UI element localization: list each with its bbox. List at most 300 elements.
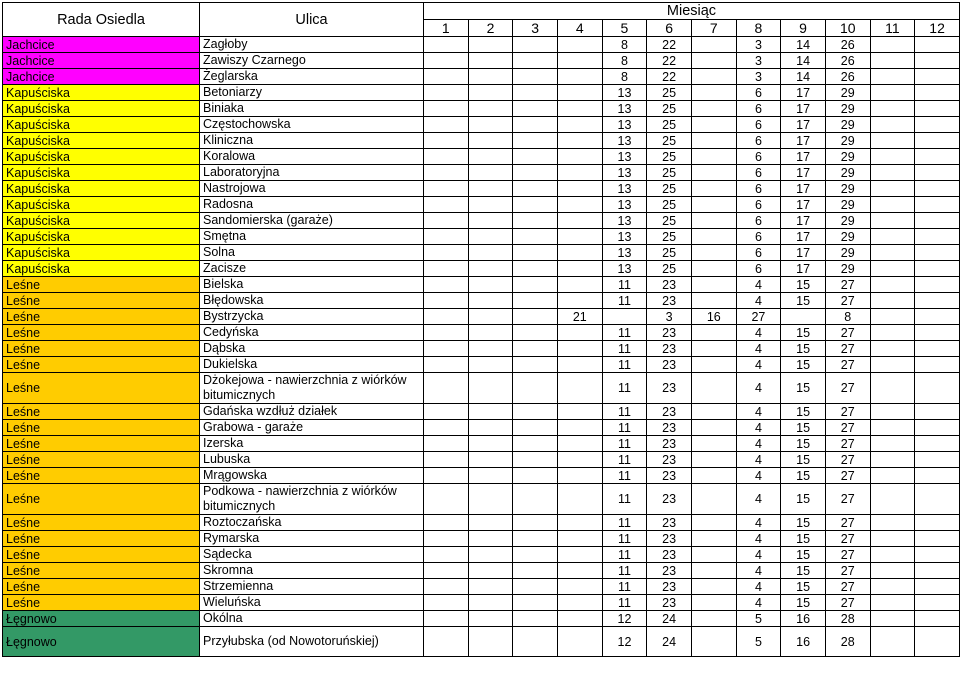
month-10-cell: 29 — [825, 229, 870, 245]
month-3-cell — [513, 69, 558, 85]
month-12-cell — [915, 229, 960, 245]
month-7-cell — [691, 627, 736, 657]
month-11-cell — [870, 85, 915, 101]
rada-cell: Kapuściska — [3, 165, 200, 181]
month-11-cell — [870, 133, 915, 149]
month-7-cell — [691, 484, 736, 515]
month-2-cell — [468, 611, 513, 627]
month-5-cell: 13 — [602, 245, 647, 261]
month-1-cell — [424, 53, 469, 69]
month-8-cell: 4 — [736, 484, 781, 515]
month-6-cell: 25 — [647, 181, 692, 197]
month-10-cell: 26 — [825, 37, 870, 53]
month-3-cell — [513, 53, 558, 69]
month-12-cell — [915, 181, 960, 197]
rada-cell: Kapuściska — [3, 229, 200, 245]
month-7-cell — [691, 37, 736, 53]
month-6-cell: 23 — [647, 341, 692, 357]
ulica-cell: Skromna — [200, 563, 424, 579]
month-12-cell — [915, 373, 960, 404]
table-row — [3, 277, 960, 293]
month-11-cell — [870, 325, 915, 341]
month-7-cell — [691, 547, 736, 563]
month-9-cell: 17 — [781, 101, 826, 117]
month-12-cell — [915, 101, 960, 117]
rada-cell: Leśne — [3, 547, 200, 563]
month-8-cell: 6 — [736, 213, 781, 229]
header-miesiac: Miesiąc — [424, 3, 960, 20]
month-1-cell — [424, 373, 469, 404]
month-11-cell — [870, 357, 915, 373]
month-1-cell — [424, 515, 469, 531]
month-11-cell — [870, 420, 915, 436]
rada-cell: Jachcice — [3, 37, 200, 53]
month-3-cell — [513, 563, 558, 579]
month-8-cell: 6 — [736, 229, 781, 245]
rada-cell: Leśne — [3, 420, 200, 436]
month-9-cell: 17 — [781, 165, 826, 181]
month-9-cell: 15 — [781, 579, 826, 595]
month-3-cell — [513, 117, 558, 133]
month-2-cell — [468, 357, 513, 373]
month-11-cell — [870, 611, 915, 627]
month-9-cell: 17 — [781, 117, 826, 133]
header-month-10: 10 — [825, 20, 870, 37]
month-1-cell — [424, 293, 469, 309]
month-7-cell — [691, 101, 736, 117]
month-9-cell: 15 — [781, 595, 826, 611]
month-5-cell — [602, 309, 647, 325]
month-12-cell — [915, 213, 960, 229]
rada-cell: Leśne — [3, 595, 200, 611]
month-6-cell: 25 — [647, 197, 692, 213]
month-7-cell — [691, 149, 736, 165]
month-4-cell — [557, 85, 602, 101]
header-month-9: 9 — [781, 20, 826, 37]
month-1-cell — [424, 627, 469, 657]
month-8-cell: 6 — [736, 101, 781, 117]
rada-cell: Leśne — [3, 277, 200, 293]
month-10-cell: 29 — [825, 165, 870, 181]
rada-cell: Leśne — [3, 579, 200, 595]
month-11-cell — [870, 404, 915, 420]
month-2-cell — [468, 133, 513, 149]
month-2-cell — [468, 37, 513, 53]
ulica-cell: Koralowa — [200, 149, 424, 165]
header-month-1: 1 — [424, 20, 469, 37]
month-8-cell: 4 — [736, 293, 781, 309]
month-7-cell — [691, 261, 736, 277]
month-10-cell: 27 — [825, 531, 870, 547]
month-11-cell — [870, 341, 915, 357]
month-7-cell — [691, 293, 736, 309]
month-9-cell: 15 — [781, 357, 826, 373]
month-6-cell: 25 — [647, 101, 692, 117]
table-row — [3, 69, 960, 85]
month-7-cell — [691, 229, 736, 245]
month-1-cell — [424, 452, 469, 468]
month-1-cell — [424, 341, 469, 357]
rada-cell: Leśne — [3, 484, 200, 515]
month-8-cell: 6 — [736, 85, 781, 101]
ulica-cell: Dąbska — [200, 341, 424, 357]
month-3-cell — [513, 595, 558, 611]
month-5-cell: 11 — [602, 373, 647, 404]
month-7-cell — [691, 436, 736, 452]
month-10-cell: 26 — [825, 69, 870, 85]
month-8-cell: 5 — [736, 611, 781, 627]
month-10-cell: 29 — [825, 85, 870, 101]
month-5-cell: 11 — [602, 341, 647, 357]
month-8-cell: 4 — [736, 325, 781, 341]
month-12-cell — [915, 261, 960, 277]
month-4-cell — [557, 484, 602, 515]
month-12-cell — [915, 579, 960, 595]
month-2-cell — [468, 563, 513, 579]
ulica-cell: Błędowska — [200, 293, 424, 309]
ulica-cell: Laboratoryjna — [200, 165, 424, 181]
month-2-cell — [468, 484, 513, 515]
month-11-cell — [870, 627, 915, 657]
ulica-cell: Przyłubska (od Nowotoruńskiej) — [200, 627, 424, 657]
ulica-cell: Mrągowska — [200, 468, 424, 484]
month-5-cell: 8 — [602, 69, 647, 85]
month-11-cell — [870, 101, 915, 117]
month-6-cell: 25 — [647, 149, 692, 165]
header-month-11: 11 — [870, 20, 915, 37]
month-12-cell — [915, 547, 960, 563]
ulica-cell: Podkowa - nawierzchnia z wiórków bitumicznych — [200, 484, 424, 515]
month-8-cell: 3 — [736, 69, 781, 85]
month-11-cell — [870, 165, 915, 181]
table-row — [3, 547, 960, 563]
month-11-cell — [870, 436, 915, 452]
month-10-cell: 27 — [825, 595, 870, 611]
table-row — [3, 436, 960, 452]
month-3-cell — [513, 277, 558, 293]
month-2-cell — [468, 595, 513, 611]
month-11-cell — [870, 595, 915, 611]
table-row — [3, 468, 960, 484]
month-12-cell — [915, 563, 960, 579]
month-6-cell: 23 — [647, 452, 692, 468]
month-10-cell: 29 — [825, 261, 870, 277]
rada-cell: Leśne — [3, 325, 200, 341]
month-11-cell — [870, 373, 915, 404]
month-7-cell — [691, 117, 736, 133]
month-12-cell — [915, 357, 960, 373]
month-7-cell — [691, 69, 736, 85]
month-9-cell: 17 — [781, 213, 826, 229]
month-4-cell — [557, 627, 602, 657]
month-10-cell: 8 — [825, 309, 870, 325]
month-1-cell — [424, 531, 469, 547]
month-11-cell — [870, 149, 915, 165]
month-2-cell — [468, 149, 513, 165]
schedule-table — [2, 2, 960, 657]
month-9-cell: 17 — [781, 85, 826, 101]
table-row — [3, 452, 960, 468]
ulica-cell: Żeglarska — [200, 69, 424, 85]
month-2-cell — [468, 452, 513, 468]
month-8-cell: 4 — [736, 563, 781, 579]
month-8-cell: 4 — [736, 579, 781, 595]
month-2-cell — [468, 325, 513, 341]
month-9-cell: 15 — [781, 547, 826, 563]
month-8-cell: 4 — [736, 468, 781, 484]
month-9-cell: 15 — [781, 373, 826, 404]
month-7-cell — [691, 373, 736, 404]
month-8-cell: 4 — [736, 547, 781, 563]
month-5-cell: 11 — [602, 563, 647, 579]
month-6-cell: 23 — [647, 277, 692, 293]
month-7-cell — [691, 181, 736, 197]
month-7-cell — [691, 404, 736, 420]
month-11-cell — [870, 181, 915, 197]
month-9-cell: 16 — [781, 627, 826, 657]
month-11-cell — [870, 309, 915, 325]
month-4-cell — [557, 277, 602, 293]
month-12-cell — [915, 341, 960, 357]
table-row — [3, 293, 960, 309]
rada-cell: Kapuściska — [3, 261, 200, 277]
month-12-cell — [915, 436, 960, 452]
month-7-cell — [691, 213, 736, 229]
month-1-cell — [424, 325, 469, 341]
month-12-cell — [915, 293, 960, 309]
month-3-cell — [513, 436, 558, 452]
month-2-cell — [468, 293, 513, 309]
month-4-cell — [557, 595, 602, 611]
rada-cell: Łęgnowo — [3, 611, 200, 627]
month-2-cell — [468, 277, 513, 293]
table-row — [3, 309, 960, 325]
month-8-cell: 6 — [736, 261, 781, 277]
month-5-cell: 13 — [602, 229, 647, 245]
month-7-cell — [691, 85, 736, 101]
month-3-cell — [513, 85, 558, 101]
month-4-cell — [557, 579, 602, 595]
month-10-cell: 29 — [825, 181, 870, 197]
ulica-cell: Betoniarzy — [200, 85, 424, 101]
month-10-cell: 27 — [825, 515, 870, 531]
month-8-cell: 27 — [736, 309, 781, 325]
month-6-cell: 23 — [647, 404, 692, 420]
month-3-cell — [513, 357, 558, 373]
month-9-cell: 15 — [781, 420, 826, 436]
month-12-cell — [915, 165, 960, 181]
table-row — [3, 101, 960, 117]
month-4-cell — [557, 452, 602, 468]
month-11-cell — [870, 531, 915, 547]
month-3-cell — [513, 484, 558, 515]
ulica-cell: Solna — [200, 245, 424, 261]
month-12-cell — [915, 627, 960, 657]
month-1-cell — [424, 277, 469, 293]
month-10-cell: 28 — [825, 627, 870, 657]
month-11-cell — [870, 468, 915, 484]
month-3-cell — [513, 404, 558, 420]
month-10-cell: 29 — [825, 117, 870, 133]
rada-cell: Łęgnowo — [3, 627, 200, 657]
month-12-cell — [915, 515, 960, 531]
month-5-cell: 11 — [602, 357, 647, 373]
month-5-cell: 11 — [602, 325, 647, 341]
month-4-cell — [557, 133, 602, 149]
month-4-cell — [557, 229, 602, 245]
month-8-cell: 4 — [736, 357, 781, 373]
header-month-8: 8 — [736, 20, 781, 37]
month-6-cell: 23 — [647, 563, 692, 579]
month-6-cell: 23 — [647, 595, 692, 611]
month-7-cell — [691, 277, 736, 293]
month-12-cell — [915, 133, 960, 149]
month-11-cell — [870, 515, 915, 531]
month-5-cell: 13 — [602, 197, 647, 213]
month-10-cell: 27 — [825, 547, 870, 563]
month-4-cell — [557, 420, 602, 436]
month-8-cell: 4 — [736, 452, 781, 468]
month-10-cell: 29 — [825, 133, 870, 149]
header-month-4: 4 — [557, 20, 602, 37]
ulica-cell: Gdańska wzdłuż działek — [200, 404, 424, 420]
month-9-cell: 14 — [781, 69, 826, 85]
month-2-cell — [468, 245, 513, 261]
month-12-cell — [915, 325, 960, 341]
month-6-cell: 22 — [647, 37, 692, 53]
month-7-cell — [691, 133, 736, 149]
month-9-cell: 15 — [781, 515, 826, 531]
month-8-cell: 6 — [736, 149, 781, 165]
month-7-cell — [691, 452, 736, 468]
month-1-cell — [424, 436, 469, 452]
ulica-cell: Wieluńska — [200, 595, 424, 611]
rada-cell: Leśne — [3, 436, 200, 452]
month-12-cell — [915, 197, 960, 213]
ulica-cell: Częstochowska — [200, 117, 424, 133]
ulica-cell: Lubuska — [200, 452, 424, 468]
month-7-cell — [691, 595, 736, 611]
rada-cell: Kapuściska — [3, 197, 200, 213]
header-month-12: 12 — [915, 20, 960, 37]
month-10-cell: 27 — [825, 563, 870, 579]
month-6-cell: 22 — [647, 69, 692, 85]
month-5-cell: 13 — [602, 165, 647, 181]
month-2-cell — [468, 85, 513, 101]
month-6-cell: 23 — [647, 325, 692, 341]
month-7-cell — [691, 165, 736, 181]
month-9-cell: 17 — [781, 197, 826, 213]
header-rada: Rada Osiedla — [3, 3, 200, 37]
month-7-cell — [691, 531, 736, 547]
month-5-cell: 11 — [602, 436, 647, 452]
ulica-cell: Kliniczna — [200, 133, 424, 149]
table-row — [3, 579, 960, 595]
month-5-cell: 13 — [602, 261, 647, 277]
table-row — [3, 373, 960, 404]
month-3-cell — [513, 101, 558, 117]
month-6-cell: 23 — [647, 531, 692, 547]
month-7-cell — [691, 53, 736, 69]
month-2-cell — [468, 404, 513, 420]
month-5-cell: 13 — [602, 85, 647, 101]
month-7-cell — [691, 325, 736, 341]
month-4-cell: 21 — [557, 309, 602, 325]
month-5-cell: 11 — [602, 515, 647, 531]
ulica-cell: Nastrojowa — [200, 181, 424, 197]
month-1-cell — [424, 595, 469, 611]
month-12-cell — [915, 277, 960, 293]
month-6-cell: 24 — [647, 627, 692, 657]
month-5-cell: 11 — [602, 484, 647, 515]
month-4-cell — [557, 468, 602, 484]
month-5-cell: 8 — [602, 53, 647, 69]
ulica-cell: Sądecka — [200, 547, 424, 563]
month-5-cell: 8 — [602, 37, 647, 53]
month-10-cell: 29 — [825, 197, 870, 213]
month-3-cell — [513, 452, 558, 468]
month-6-cell: 23 — [647, 484, 692, 515]
month-2-cell — [468, 53, 513, 69]
month-8-cell: 6 — [736, 181, 781, 197]
month-12-cell — [915, 69, 960, 85]
month-10-cell: 27 — [825, 484, 870, 515]
month-4-cell — [557, 373, 602, 404]
month-2-cell — [468, 181, 513, 197]
month-3-cell — [513, 373, 558, 404]
rada-cell: Jachcice — [3, 69, 200, 85]
month-9-cell: 15 — [781, 325, 826, 341]
month-11-cell — [870, 197, 915, 213]
month-11-cell — [870, 229, 915, 245]
rada-cell: Leśne — [3, 357, 200, 373]
month-8-cell: 4 — [736, 420, 781, 436]
month-1-cell — [424, 357, 469, 373]
month-12-cell — [915, 149, 960, 165]
month-1-cell — [424, 563, 469, 579]
month-11-cell — [870, 53, 915, 69]
month-11-cell — [870, 213, 915, 229]
month-8-cell: 6 — [736, 197, 781, 213]
table-row — [3, 149, 960, 165]
month-8-cell: 4 — [736, 531, 781, 547]
month-3-cell — [513, 468, 558, 484]
month-11-cell — [870, 117, 915, 133]
month-6-cell: 23 — [647, 468, 692, 484]
table-row — [3, 197, 960, 213]
month-9-cell: 15 — [781, 436, 826, 452]
month-3-cell — [513, 341, 558, 357]
table-row — [3, 85, 960, 101]
month-2-cell — [468, 101, 513, 117]
month-1-cell — [424, 611, 469, 627]
month-6-cell: 23 — [647, 293, 692, 309]
month-9-cell: 15 — [781, 563, 826, 579]
month-1-cell — [424, 197, 469, 213]
month-8-cell: 4 — [736, 595, 781, 611]
month-12-cell — [915, 53, 960, 69]
month-4-cell — [557, 181, 602, 197]
month-11-cell — [870, 277, 915, 293]
month-5-cell: 13 — [602, 101, 647, 117]
month-3-cell — [513, 261, 558, 277]
month-1-cell — [424, 149, 469, 165]
month-4-cell — [557, 261, 602, 277]
table-row — [3, 341, 960, 357]
month-10-cell: 29 — [825, 213, 870, 229]
table-row — [3, 595, 960, 611]
header-ulica: Ulica — [200, 3, 424, 37]
